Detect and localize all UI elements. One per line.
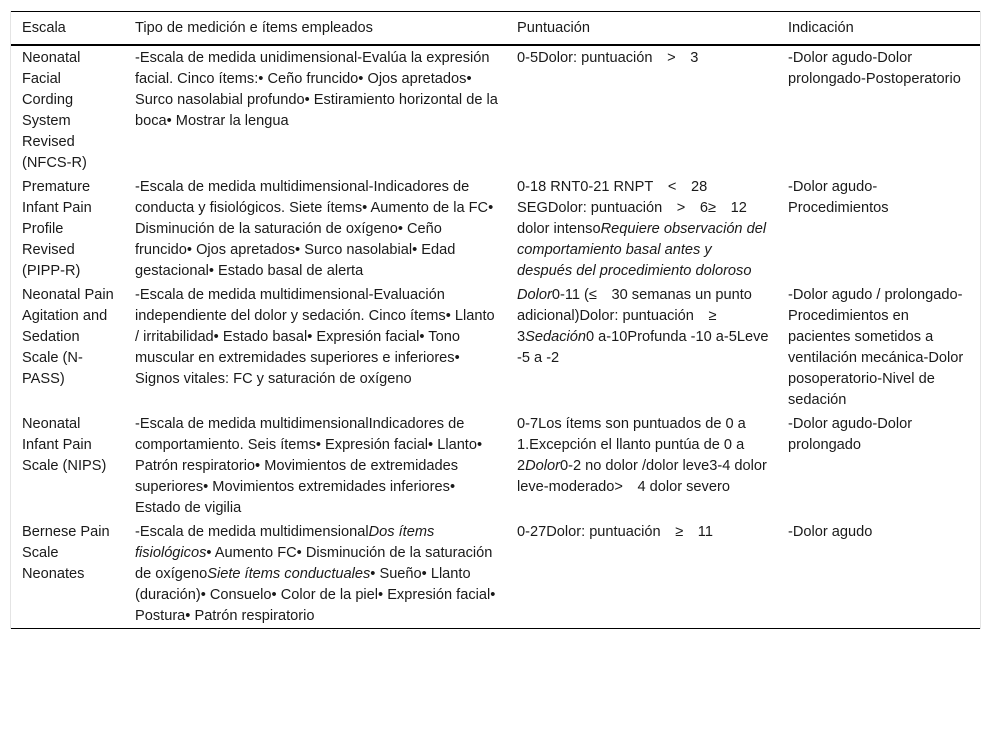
cell-indicacion: -Dolor agudo / prolongado-Procedimientos en pacientes sometidos a ventilación mecánica-Dolor posoperatorio-Nivel de sedación — [788, 287, 964, 408]
cell-escala: Bernese Pain Scale Neonates — [22, 524, 110, 582]
text-segment: -Escala de medida unidimensional-Evalúa la expresión facial. Cinco ítems:• Ceño fruncido• Ojos apretados• Surco nasolabial profundo• Estiramiento horizontal de la boca• Mostrar la lengua — [135, 50, 498, 129]
cell-indicacion: -Dolor agudo-Dolor prolongado-Postoperatorio — [788, 50, 961, 87]
italic-text-segment: Dos ítems fisiológicos — [135, 524, 435, 561]
text-segment: 0 a-10Profunda -10 a-5Leve -5 a -2 — [517, 329, 769, 366]
table-header-row — [11, 12, 980, 46]
text-segment: • Aumento FC• Disminución de la saturación de oxígeno — [135, 545, 493, 582]
header-indicacion: Indicación — [788, 20, 854, 36]
pain-scales-table — [11, 11, 980, 629]
cell-puntuacion — [506, 45, 777, 175]
header-escala: Escala — [22, 20, 66, 36]
cell-escala: Neonatal Pain Agitation and Sedation Scale (N-PASS) — [22, 287, 114, 387]
italic-text-segment: Dolor — [525, 458, 560, 474]
text-segment: 0-27Dolor: puntuación ≥ 11 — [517, 524, 713, 540]
cell-tipo — [124, 520, 506, 629]
pain-scales-table-container — [10, 11, 981, 629]
header-puntuacion: Puntuación — [517, 20, 591, 36]
cell-escala: Premature Infant Pain Profile Revised (PIPP-R) — [22, 179, 92, 279]
table-row — [11, 283, 980, 412]
text-segment: 0-5Dolor: puntuación > 3 — [517, 50, 699, 66]
table-row — [11, 45, 980, 175]
cell-tipo — [124, 283, 506, 412]
table-row — [11, 520, 980, 629]
cell-tipo — [124, 45, 506, 175]
text-segment: -Escala de medida multidimensionalIndicadores de comportamiento. Seis ítems• Expresión facial• Llanto• Patrón respiratorio• Movimientos de extremidades superiores• Movimientos extremidades inferiores• Estado de vigilia — [135, 416, 483, 516]
text-segment: 0-2 no dolor /dolor leve3-4 dolor leve-moderado> 4 dolor severo — [517, 458, 767, 495]
header-tipo: Tipo de medición e ítems empleados — [135, 20, 373, 36]
italic-text-segment: Requiere observación del comportamiento basal antes y después del procedimiento doloroso — [517, 221, 767, 279]
cell-escala: Neonatal Infant Pain Scale (NIPS) — [22, 416, 107, 474]
cell-puntuacion — [506, 520, 777, 629]
cell-tipo — [124, 412, 506, 520]
text-segment: -Escala de medida multidimensional-Indicadores de conducta y fisiológicos. Siete ítems• Aumento de la FC• Disminución de la saturación de oxígeno• Ceño fruncido• Ojos apretados• Surco nasolabial• Edad gestacional• Estado basal de alerta — [135, 179, 494, 279]
italic-text-segment: Siete ítems conductuales — [207, 566, 371, 582]
italic-text-segment: Sedación — [525, 329, 586, 345]
text-segment: • Sueño• Llanto (duración)• Consuelo• Color de la piel• Expresión facial• Postura• Patrón respiratorio — [135, 566, 496, 624]
cell-indicacion: -Dolor agudo-Dolor prolongado — [788, 416, 913, 453]
text-segment: -Escala de medida multidimensional — [135, 524, 369, 540]
cell-puntuacion — [506, 283, 777, 412]
text-segment: 0-18 RNT0-21 RNPT < 28 SEGDolor: puntuación > 6≥ 12 dolor intenso — [517, 179, 747, 237]
cell-escala: Neonatal Facial Cording System Revised (NFCS-R) — [22, 50, 87, 171]
cell-indicacion: -Dolor agudo-Procedimientos — [788, 179, 889, 216]
text-segment: -Escala de medida multidimensional-Evaluación independiente del dolor y sedación. Cinco ítems• Llanto / irritabilidad• Estado basal• Expresión facial• Tono muscular en extremidades superiores e inferiores• Signos vitales: FC y saturación de oxígeno — [135, 287, 495, 387]
cell-indicacion: -Dolor agudo — [788, 524, 873, 540]
cell-puntuacion — [506, 412, 777, 520]
cell-puntuacion — [506, 175, 777, 283]
table-row — [11, 412, 980, 520]
table-row — [11, 175, 980, 283]
text-segment: 0-11 (≤ 30 semanas un punto adicional)Dolor: puntuación ≥ 3 — [517, 287, 752, 345]
text-segment: 0-7Los ítems son puntuados de 0 a 1.Excepción el llanto puntúa de 0 a 2 — [517, 416, 746, 474]
cell-tipo — [124, 175, 506, 283]
italic-text-segment: Dolor — [517, 287, 552, 303]
